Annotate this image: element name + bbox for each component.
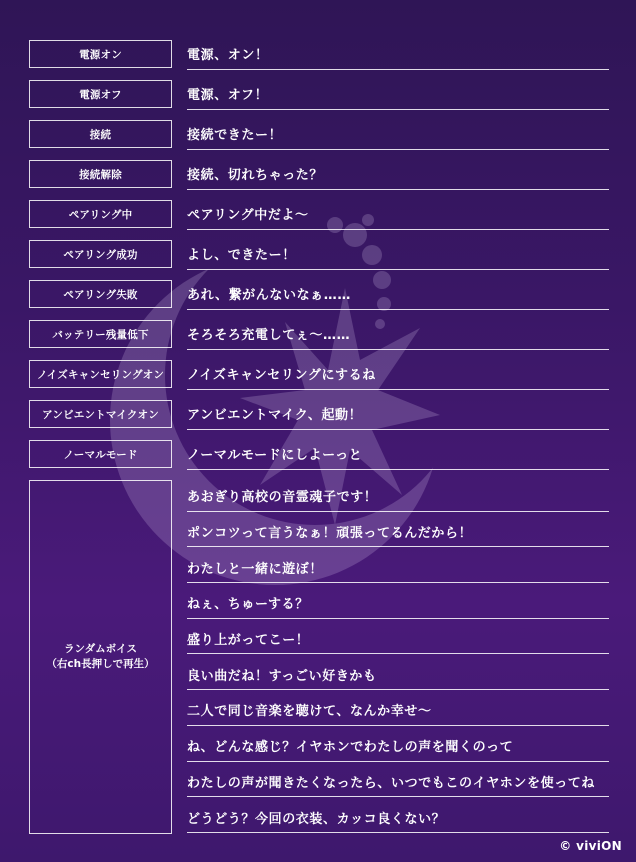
row-label: 接続解除 xyxy=(29,160,172,188)
row-phrase: 電源、オン！ xyxy=(187,38,609,68)
table-row xyxy=(29,438,609,470)
row-label: ペアリング中 xyxy=(29,200,172,228)
table-row xyxy=(29,38,609,70)
row-phrase: よし、できたー！ xyxy=(187,238,609,268)
random-phrase: わたしの声が聞きたくなったら、いつでもこのイヤホンを使ってね xyxy=(187,764,609,800)
row-phrase: ノイズキャンセリングにするね xyxy=(187,358,609,388)
row-phrase: 電源、オフ！ xyxy=(187,78,609,108)
row-label: 電源オン xyxy=(29,40,172,68)
row-phrase: 接続、切れちゃった？ xyxy=(187,158,609,188)
random-voice-title: ランダムボイス xyxy=(64,643,137,655)
random-phrase: どうどう？今回の衣装、カッコ良くない？ xyxy=(187,799,609,835)
voice-table xyxy=(29,38,609,835)
row-label: 電源オフ xyxy=(29,80,172,108)
row-phrase: ノーマルモードにしよーっと xyxy=(187,438,609,468)
random-phrase: ねぇ、ちゅーする？ xyxy=(187,585,609,621)
row-phrase: あれ、繋がんないなぁ…… xyxy=(187,278,609,308)
row-label: 接続 xyxy=(29,120,172,148)
row-label: アンビエントマイクオン xyxy=(29,400,172,428)
random-phrase: 盛り上がってこー！ xyxy=(187,621,609,657)
table-row xyxy=(29,238,609,270)
random-phrase: あおぎり高校の音霊魂子です！ xyxy=(187,478,609,514)
table-row xyxy=(29,398,609,430)
table-row xyxy=(29,278,609,310)
copyright-text: © viviON xyxy=(559,839,622,853)
random-phrase: ね、どんな感じ？イヤホンでわたしの声を聞くのって xyxy=(187,728,609,764)
row-phrase: アンビエントマイク、起動！ xyxy=(187,398,609,428)
row-label: ペアリング成功 xyxy=(29,240,172,268)
row-label: バッテリー残量低下 xyxy=(29,320,172,348)
table-row xyxy=(29,78,609,110)
random-voice-section xyxy=(29,478,609,835)
row-phrase: ペアリング中だよ〜 xyxy=(187,198,609,228)
random-voice-label xyxy=(29,480,172,834)
table-row xyxy=(29,358,609,390)
row-phrase: 接続できたー！ xyxy=(187,118,609,148)
random-phrase: わたしと一緒に遊ぼ！ xyxy=(187,549,609,585)
table-row xyxy=(29,198,609,230)
table-row xyxy=(29,318,609,350)
row-phrase: そろそろ充電してぇ〜…… xyxy=(187,318,609,348)
random-phrase: 二人で同じ音楽を聴けて、なんか幸せ〜 xyxy=(187,692,609,728)
row-label: ノーマルモード xyxy=(29,440,172,468)
random-phrase: 良い曲だね！すっごい好きかも xyxy=(187,656,609,692)
table-row xyxy=(29,158,609,190)
row-label: ペアリング失敗 xyxy=(29,280,172,308)
table-row xyxy=(29,118,609,150)
random-voice-list xyxy=(187,478,609,835)
row-label: ノイズキャンセリングオン xyxy=(29,360,172,388)
random-phrase: ポンコツって言うなぁ！頑張ってるんだから！ xyxy=(187,514,609,550)
random-voice-note: （右ch長押しで再生） xyxy=(46,658,155,670)
